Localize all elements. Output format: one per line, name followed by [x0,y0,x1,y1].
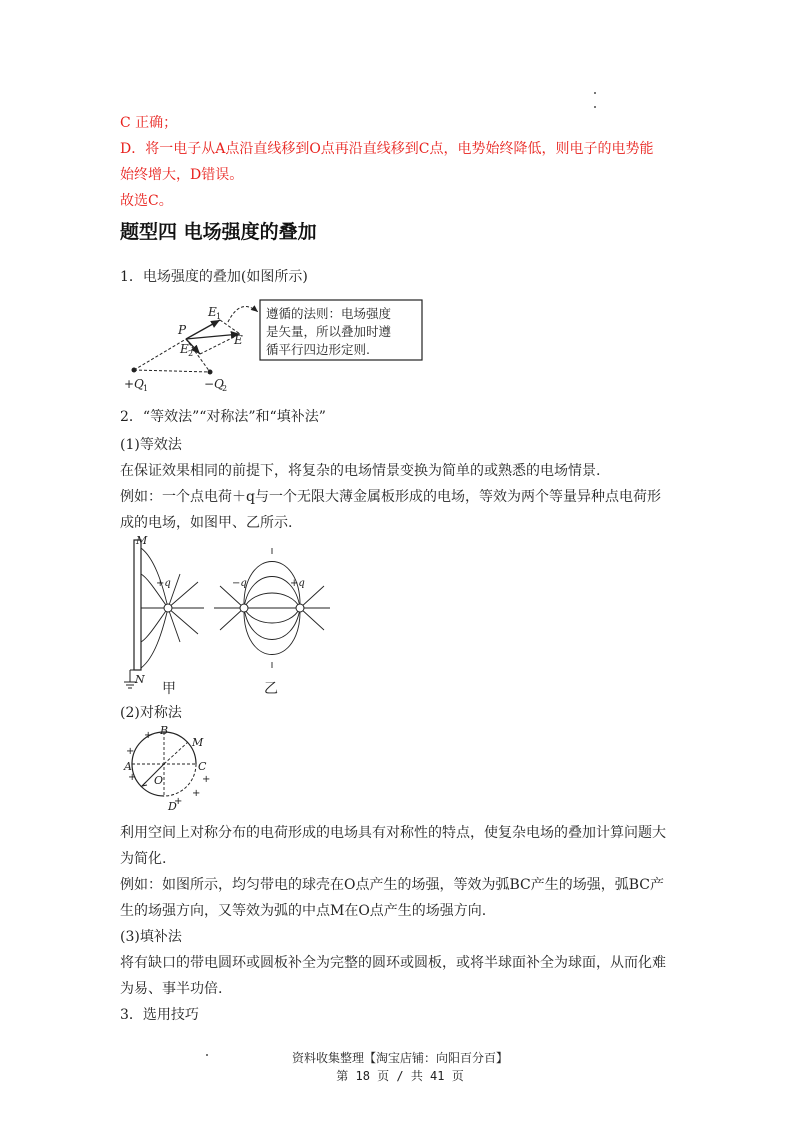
footer-source: 资料收集整理【淘宝店铺：向阳百分百】 [291,1051,508,1065]
sym-label-a: A [124,760,132,773]
sub2-paragraph2a: 例如：如图所示，均匀带电的球壳在O点产生的场强，等效为弧BC产生的场强，弧BC产 [120,877,664,893]
rule-box-line1: 遵循的法则：电场强度 [266,306,392,321]
sub3-title: (3)填补法 [120,929,182,945]
charge-plus-q-jia [164,604,172,612]
symmetry-diagram [118,724,218,816]
svg-text:+: + [126,746,135,757]
charge-plus-q-yi [296,604,304,612]
sub1-title: (1)等效法 [120,437,182,453]
sym-label-b: B [160,724,169,737]
caption-jia: 甲 [162,681,176,697]
equivalence-figure [118,534,348,696]
label-q1: +Q [124,377,144,391]
charge-minus-q-yi [240,604,248,612]
sub3-paragraph1a: 将有缺口的带电圆环或圆板补全为完整的圆环或圆板，或将半球面补全为球面，从而化难 [120,955,666,971]
sub1-paragraph2a: 例如：一个点电荷＋q与一个无限大薄金属板形成的电场，等效为两个等量异种点电荷形 [120,489,661,505]
svg-text:+: + [174,796,183,807]
sub2-paragraph1a: 利用空间上对称分布的电荷形成的电场具有对称性的特点，使复杂电场的叠加计算问题大 [120,825,666,841]
label-m: M [136,534,148,547]
label-plus-q: +q [156,578,171,589]
item3-title: 3．选用技巧 [120,1007,199,1023]
metal-plate [134,540,141,670]
item2-title: 2．“等效法”“对称法”和“填补法” [120,409,326,425]
superposition-figure [118,296,428,392]
label-n: N [135,673,145,686]
caption-yi: 乙 [264,681,278,697]
label-p: P [178,323,187,337]
label-e2: E [180,342,189,356]
answer-line-d1: D．将一电子从A点沿直线移到O点再沿直线移到C点，电势始终降低，则电子的电势能 [120,141,654,157]
item1-title: 1．电场强度的叠加(如图所示) [120,269,308,285]
sym-label-m: M [192,736,204,749]
answer-line-c: C 正确； [120,115,178,131]
sub3-paragraph1b: 为易、事半功倍. [120,981,223,997]
rule-box-line2: 是矢量，所以叠加时遵 [266,324,392,339]
sub1-paragraph1: 在保证效果相同的前提下，将复杂的电场情景变换为简单的或熟悉的电场情景. [120,463,601,479]
sym-label-d: D [168,800,177,813]
decorative-dot [594,106,596,108]
label-e: E [234,333,243,347]
sym-label-o: O [154,774,164,787]
charge-q1-dot [132,368,137,373]
sub2-paragraph2b: 生的场强方向，又等效为弧的中点M在O点产生的场强方向. [120,903,487,919]
charge-q2-dot [208,370,213,375]
sub2-paragraph1b: 为简化. [120,851,167,867]
svg-text:+: + [144,730,153,741]
label-q1-sub: 1 [143,384,149,392]
label-e1: E [208,305,217,319]
answer-line-d2: 始终增大，D错误。 [120,167,244,183]
sub1-paragraph2b: 成的电场，如图甲、乙所示. [120,515,293,531]
svg-text:+: + [128,772,137,783]
sym-label-c: C [198,760,207,773]
section-title: 题型四 电场强度的叠加 [120,221,317,243]
label-e1-sub: 1 [216,312,222,321]
label-q2: −Q [204,377,224,391]
svg-text:+: + [192,788,201,799]
field-lines-diagram [118,534,348,696]
sub2-title: (2)对称法 [120,705,182,721]
superposition-diagram [118,296,428,392]
decorative-dot [594,92,596,94]
label-q2-sub: 2 [222,384,228,392]
svg-text:+: + [202,774,211,785]
rule-box-line3: 循平行四边形定则. [266,342,370,357]
label-plus-q-yi: +q [290,578,305,589]
answer-choice: 故选C。 [120,193,173,209]
label-e2-sub: 2 [188,349,194,358]
footer-page-number: 第 18 页 / 共 41 页 [336,1069,464,1083]
label-minus-q: −q [232,578,247,589]
symmetry-figure [118,724,218,816]
